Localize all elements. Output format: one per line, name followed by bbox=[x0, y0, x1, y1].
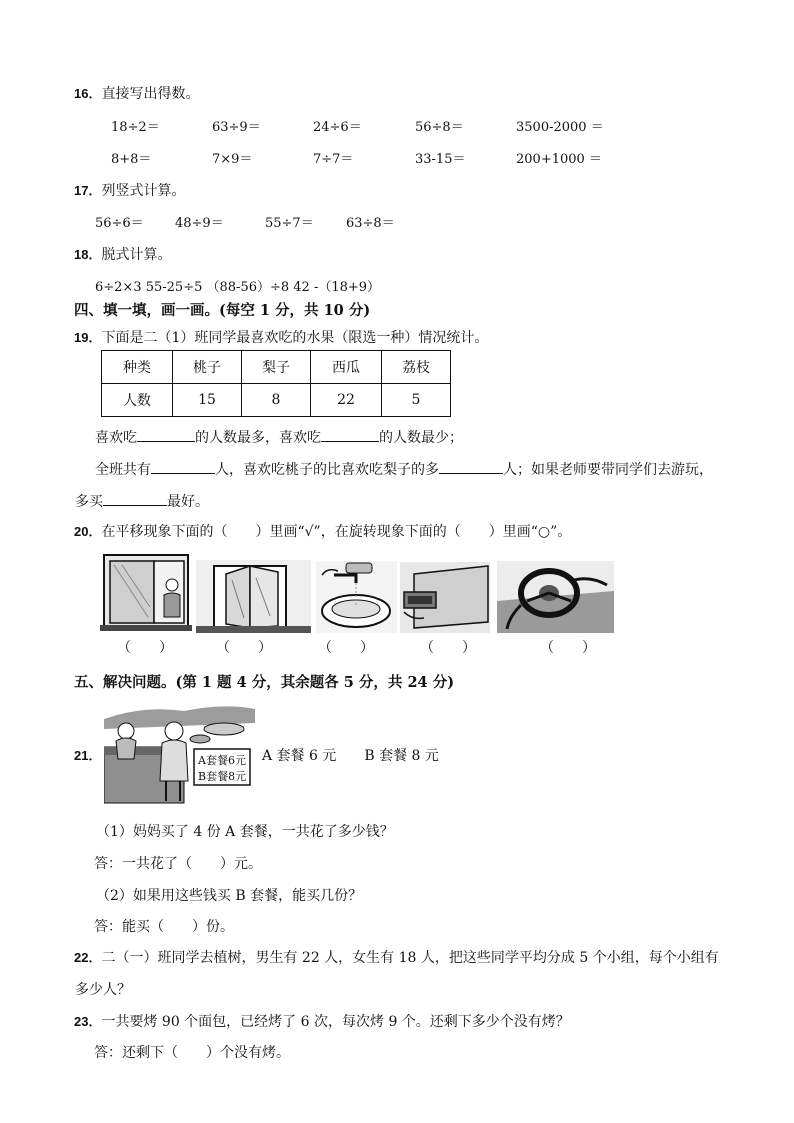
q19-text: 人，喜欢吃桃子的比喜欢吃梨子的多 bbox=[215, 462, 439, 478]
shop-counter-picture bbox=[104, 701, 255, 804]
q19-text: 人；如果老师要带同学们去游玩， bbox=[503, 462, 713, 478]
q16-heading bbox=[74, 83, 199, 103]
q16-number: 16． bbox=[74, 86, 102, 101]
sign-a-text: A套餐6元 bbox=[198, 754, 246, 767]
q23-line bbox=[74, 1011, 570, 1031]
q16-expr-1-2: 63÷9＝ bbox=[212, 120, 261, 135]
q20-heading bbox=[74, 521, 571, 541]
q19-line-2 bbox=[95, 459, 713, 479]
table-cell: 梨子 bbox=[242, 351, 311, 384]
table-row bbox=[102, 384, 451, 417]
q20-text: 在平移现象下面的（ ）里画“√”，在旋转现象下面的（ ）里画“○”。 bbox=[101, 524, 572, 540]
q20-answer-paren[interactable]: （ ） bbox=[216, 640, 272, 656]
table-cell: 15 bbox=[173, 384, 242, 417]
q16-expr-1-1: 18÷2＝ bbox=[111, 120, 160, 135]
door-open-picture bbox=[196, 560, 311, 633]
table-cell: 5 bbox=[382, 384, 451, 417]
q19-text: 喜欢吃 bbox=[95, 430, 137, 446]
q16-expr-1-5: 3500-2000 ＝ bbox=[516, 120, 604, 135]
q16-expr-2-3: 7÷7＝ bbox=[313, 152, 354, 167]
q17-title: 列竖式计算。 bbox=[101, 183, 186, 199]
table-cell: 种类 bbox=[102, 351, 173, 384]
table-cell: 西瓜 bbox=[311, 351, 382, 384]
q21-answer2: 答：能买（ ）份。 bbox=[94, 919, 234, 935]
window-slide-picture bbox=[100, 551, 192, 633]
q23-answer: 答：还剩下（ ）个没有烤。 bbox=[94, 1045, 290, 1061]
sign-b-text: B套餐8元 bbox=[198, 770, 247, 783]
q18-expressions: 6÷2×3 55-25÷5 （88-56）÷8 42 -（18+9） bbox=[95, 280, 381, 295]
q17-expr-1: 56÷6＝ bbox=[95, 216, 144, 231]
answer-blank[interactable] bbox=[103, 504, 167, 506]
q23-text: 一共要烤 90 个面包，已经烤了 6 次，每次烤 9 个。还剩下多少个没有烤？ bbox=[101, 1014, 570, 1030]
table-cell: 22 bbox=[311, 384, 382, 417]
q19-text: 最好。 bbox=[167, 494, 209, 510]
q19-text: 的人数最多，喜欢吃 bbox=[195, 430, 321, 446]
q19-text: 全班共有 bbox=[95, 462, 151, 478]
q16-title: 直接写出得数。 bbox=[101, 86, 200, 102]
steering-wheel-picture bbox=[497, 561, 614, 633]
q22-number: 22． bbox=[74, 950, 102, 965]
answer-blank[interactable] bbox=[439, 472, 503, 474]
q16-expr-2-5: 200+1000 ＝ bbox=[516, 152, 602, 167]
q17-heading bbox=[74, 180, 185, 200]
answer-blank[interactable] bbox=[151, 472, 215, 474]
fruit-stats-table bbox=[101, 350, 451, 417]
q19-line-3 bbox=[75, 491, 209, 511]
table-cell: 荔枝 bbox=[382, 351, 451, 384]
q18-heading bbox=[74, 244, 171, 264]
q16-expr-1-3: 24÷6＝ bbox=[313, 120, 362, 135]
table-cell: 8 bbox=[242, 384, 311, 417]
q20-answer-paren[interactable]: （ ） bbox=[318, 640, 374, 656]
q18-title: 脱式计算。 bbox=[101, 247, 172, 263]
q19-number: 19． bbox=[74, 330, 102, 345]
q21-sub2: （2）如果用这些钱买 B 套餐，能买几份？ bbox=[96, 888, 363, 904]
table-cell: 人数 bbox=[102, 384, 173, 417]
q23-number: 23． bbox=[74, 1014, 102, 1029]
q19-text: 的人数最少； bbox=[379, 430, 463, 446]
answer-blank[interactable] bbox=[137, 440, 195, 442]
q16-expr-2-4: 33-15＝ bbox=[415, 152, 466, 167]
table-row bbox=[102, 351, 451, 384]
q16-expr-2-2: 7×9＝ bbox=[212, 152, 253, 167]
section-5-title: 五、解决问题。(第 1 题 4 分，其余题各 5 分，共 24 分) bbox=[74, 674, 455, 691]
q21-answer1: 答：一共花了（ ）元。 bbox=[94, 856, 262, 872]
q21-sub1: （1）妈妈买了 4 份 A 套餐，一共花了多少钱？ bbox=[96, 824, 394, 840]
q21-number-text: 21． bbox=[74, 748, 102, 763]
q20-number: 20． bbox=[74, 524, 102, 539]
q17-number: 17． bbox=[74, 183, 102, 198]
q17-expr-4: 63÷8＝ bbox=[346, 216, 395, 231]
q22-line-1 bbox=[74, 947, 719, 967]
q19-heading bbox=[74, 327, 488, 347]
q20-answer-paren[interactable]: （ ） bbox=[420, 640, 476, 656]
q19-line-1 bbox=[95, 427, 463, 447]
q19-title: 下面是二（1）班同学最喜欢吃的水果（限选一种）情况统计。 bbox=[101, 330, 489, 346]
q17-expr-3: 55÷7＝ bbox=[265, 216, 314, 231]
q22-line-2: 多少人？ bbox=[75, 982, 131, 998]
q18-number: 18． bbox=[74, 247, 102, 262]
q21-caption: A 套餐 6 元 B 套餐 8 元 bbox=[262, 748, 439, 764]
section-4-title: 四、填一填，画一画。(每空 1 分，共 10 分) bbox=[74, 302, 371, 319]
table-cell: 桃子 bbox=[173, 351, 242, 384]
faucet-sink-picture bbox=[316, 561, 397, 633]
drawer-pull-picture bbox=[400, 562, 490, 633]
answer-blank[interactable] bbox=[321, 440, 379, 442]
q16-expr-2-1: 8+8＝ bbox=[111, 152, 152, 167]
q17-expr-2: 48÷9＝ bbox=[175, 216, 224, 231]
q20-answer-paren[interactable]: （ ） bbox=[117, 640, 173, 656]
q20-answer-paren[interactable]: （ ） bbox=[540, 640, 596, 656]
q19-text: 多买 bbox=[75, 494, 103, 510]
q22-text: 二（一）班同学去植树，男生有 22 人，女生有 18 人，把这些同学平均分成 5 个小组，每个小组有 bbox=[101, 950, 719, 966]
q16-expr-1-4: 56÷8＝ bbox=[415, 120, 464, 135]
q21-number bbox=[74, 745, 101, 764]
